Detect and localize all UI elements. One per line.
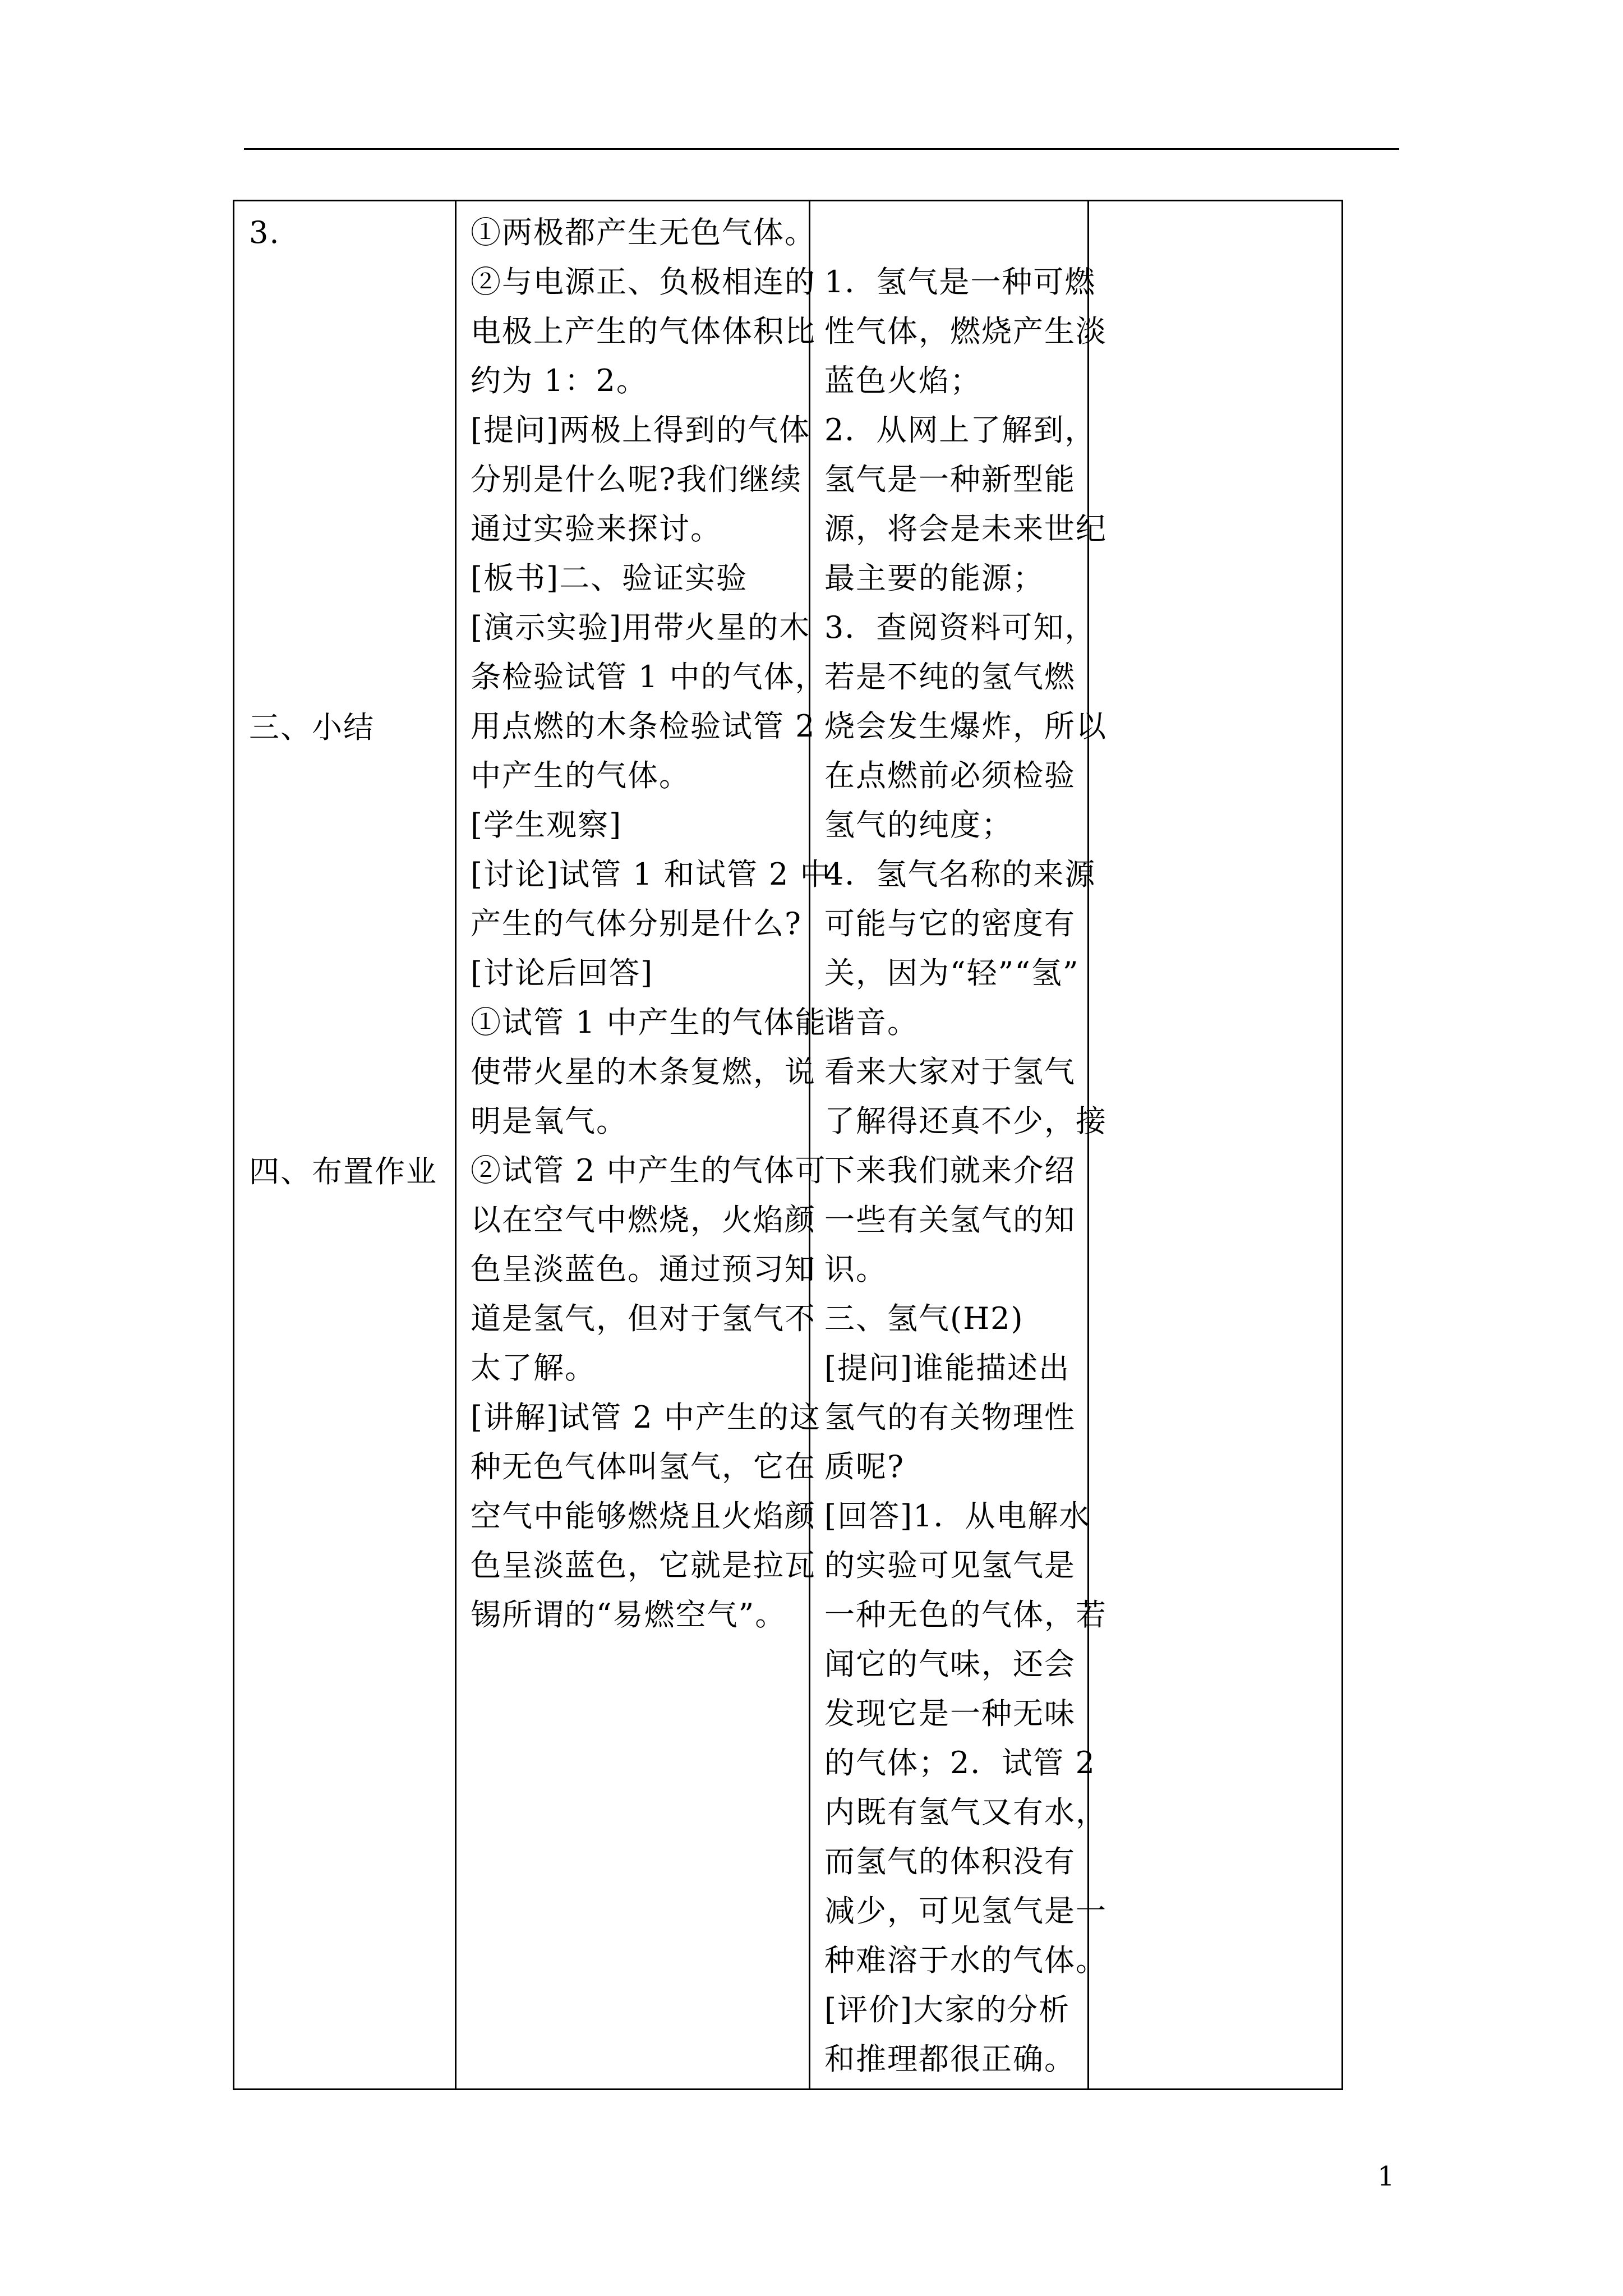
col3-line: 一些有关氢气的知 <box>824 1202 1076 1237</box>
stage-homework: 四、布置作业 <box>249 1154 437 1189</box>
lesson-plan-table <box>233 200 1343 2090</box>
col2-line: 分别是什么呢?我们继续 <box>471 462 802 497</box>
col2-line: [讨论]试管 1 和试管 2 中 <box>471 857 832 892</box>
col2-line: [演示实验]用带火星的木 <box>471 610 811 645</box>
col3-line: 若是不纯的氢气燃 <box>824 659 1076 694</box>
col3-line: 关，因为“轻”“氢” <box>824 955 1080 991</box>
col2-line: 色呈淡蓝色，它就是拉瓦 <box>471 1548 816 1583</box>
col2-line: [学生观察] <box>471 807 623 843</box>
col3-line: 的实验可见氢气是 <box>824 1548 1076 1583</box>
header-rule <box>244 148 1399 150</box>
column-divider-2 <box>809 201 810 2088</box>
col3-line: 1．氢气是一种可燃 <box>824 264 1096 300</box>
col2-line: 太了解。 <box>471 1350 596 1386</box>
stage-column <box>234 201 455 2088</box>
col3-line: 在点燃前必须检验 <box>824 758 1076 793</box>
col3-line: 氢气是一种新型能 <box>824 462 1076 497</box>
col2-line: ②与电源正、负极相连的 <box>471 264 816 300</box>
col2-line: ①试管 1 中产生的气体能 <box>471 1005 827 1040</box>
col2-line: 约为 1：2。 <box>471 363 648 398</box>
col2-line: 种无色气体叫氢气，它在 <box>471 1449 816 1484</box>
col2-line: ②试管 2 中产生的气体可 <box>471 1153 827 1188</box>
col2-line: 产生的气体分别是什么? <box>471 906 802 941</box>
col3-line: 闻它的气味，还会 <box>824 1646 1076 1682</box>
col2-line: 电极上产生的气体体积比 <box>471 314 816 349</box>
col2-line: 通过实验来探讨。 <box>471 511 722 546</box>
col3-line: [回答]1．从电解水 <box>824 1498 1091 1534</box>
col3-line: 烧会发生爆炸，所以 <box>824 708 1107 744</box>
col3-line: 蓝色火焰； <box>824 363 981 398</box>
col3-line: 氢气的纯度； <box>824 807 1013 843</box>
col2-line: 色呈淡蓝色。通过预习知 <box>471 1251 816 1287</box>
col3-line: 4．氢气名称的来源 <box>824 857 1096 892</box>
col2-line: 以在空气中燃烧，火焰颜 <box>471 1202 816 1237</box>
col3-line: 看来大家对于氢气 <box>824 1054 1076 1089</box>
col2-line: 条检验试管 1 中的气体， <box>471 659 827 694</box>
col3-line: 种难溶于水的气体。 <box>824 1943 1107 1978</box>
col3-line: 减少，可见氢气是一 <box>824 1893 1107 1929</box>
col3-line: 源，将会是未来世纪 <box>824 511 1107 546</box>
col3-line: 下来我们就来介绍 <box>824 1153 1076 1188</box>
col3-line: 一种无色的气体，若 <box>824 1597 1107 1632</box>
col3-line: 谐音。 <box>824 1005 919 1040</box>
col2-line: 锡所谓的“易燃空气”。 <box>471 1597 787 1632</box>
col3-line: 的气体；2．试管 2 <box>824 1745 1096 1780</box>
col3-line: 而氢气的体积没有 <box>824 1844 1076 1879</box>
col3-line: 和推理都很正确。 <box>824 2041 1076 2077</box>
col2-line: 空气中能够燃烧且火焰颜 <box>471 1498 816 1534</box>
col2-line: 使带火星的木条复燃，说 <box>471 1054 816 1089</box>
col3-line: 最主要的能源； <box>824 560 1044 596</box>
notes-column <box>1089 201 1341 2088</box>
column-divider-1 <box>455 201 457 2088</box>
col2-line: [讨论后回答] <box>471 955 654 991</box>
col3-line: 识。 <box>824 1251 887 1287</box>
col3-line: 可能与它的密度有 <box>824 906 1076 941</box>
col3-line: 发现它是一种无味 <box>824 1696 1076 1731</box>
col3-line: [评价]大家的分析 <box>824 1992 1071 2027</box>
col2-line: 用点燃的木条检验试管 2 <box>471 708 816 744</box>
col2-line: [提问]两极上得到的气体 <box>471 412 811 448</box>
stage-step-3: 3. <box>249 215 280 250</box>
col2-line: 明是氧气。 <box>471 1103 628 1139</box>
col2-line: ①两极都产生无色气体。 <box>471 215 816 250</box>
col3-line: 3．查阅资料可知， <box>824 610 1096 645</box>
col3-line: [提问]谁能描述出 <box>824 1350 1071 1386</box>
stage-summary: 三、小结 <box>249 710 375 745</box>
col3-line: 三、氢气(H2) <box>824 1301 1024 1336</box>
page-number: 1 <box>1377 2161 1395 2192</box>
col3-line: 氢气的有关物理性 <box>824 1400 1076 1435</box>
col3-line: 2．从网上了解到， <box>824 412 1096 448</box>
col2-line: [板书]二、验证实验 <box>471 560 748 596</box>
col3-line: 性气体，燃烧产生淡 <box>824 314 1107 349</box>
col3-line: 内既有氢气又有水， <box>824 1795 1107 1830</box>
col2-line: 中产生的气体。 <box>471 758 690 793</box>
student-activity-column <box>471 201 832 2088</box>
teacher-activity-column <box>824 201 1107 2088</box>
col2-line: 道是氢气，但对于氢气不 <box>471 1301 816 1336</box>
col3-line: 了解得还真不少，接 <box>824 1103 1107 1139</box>
col3-line: 质呢? <box>824 1449 905 1484</box>
col2-line: [讲解]试管 2 中产生的这 <box>471 1400 821 1435</box>
